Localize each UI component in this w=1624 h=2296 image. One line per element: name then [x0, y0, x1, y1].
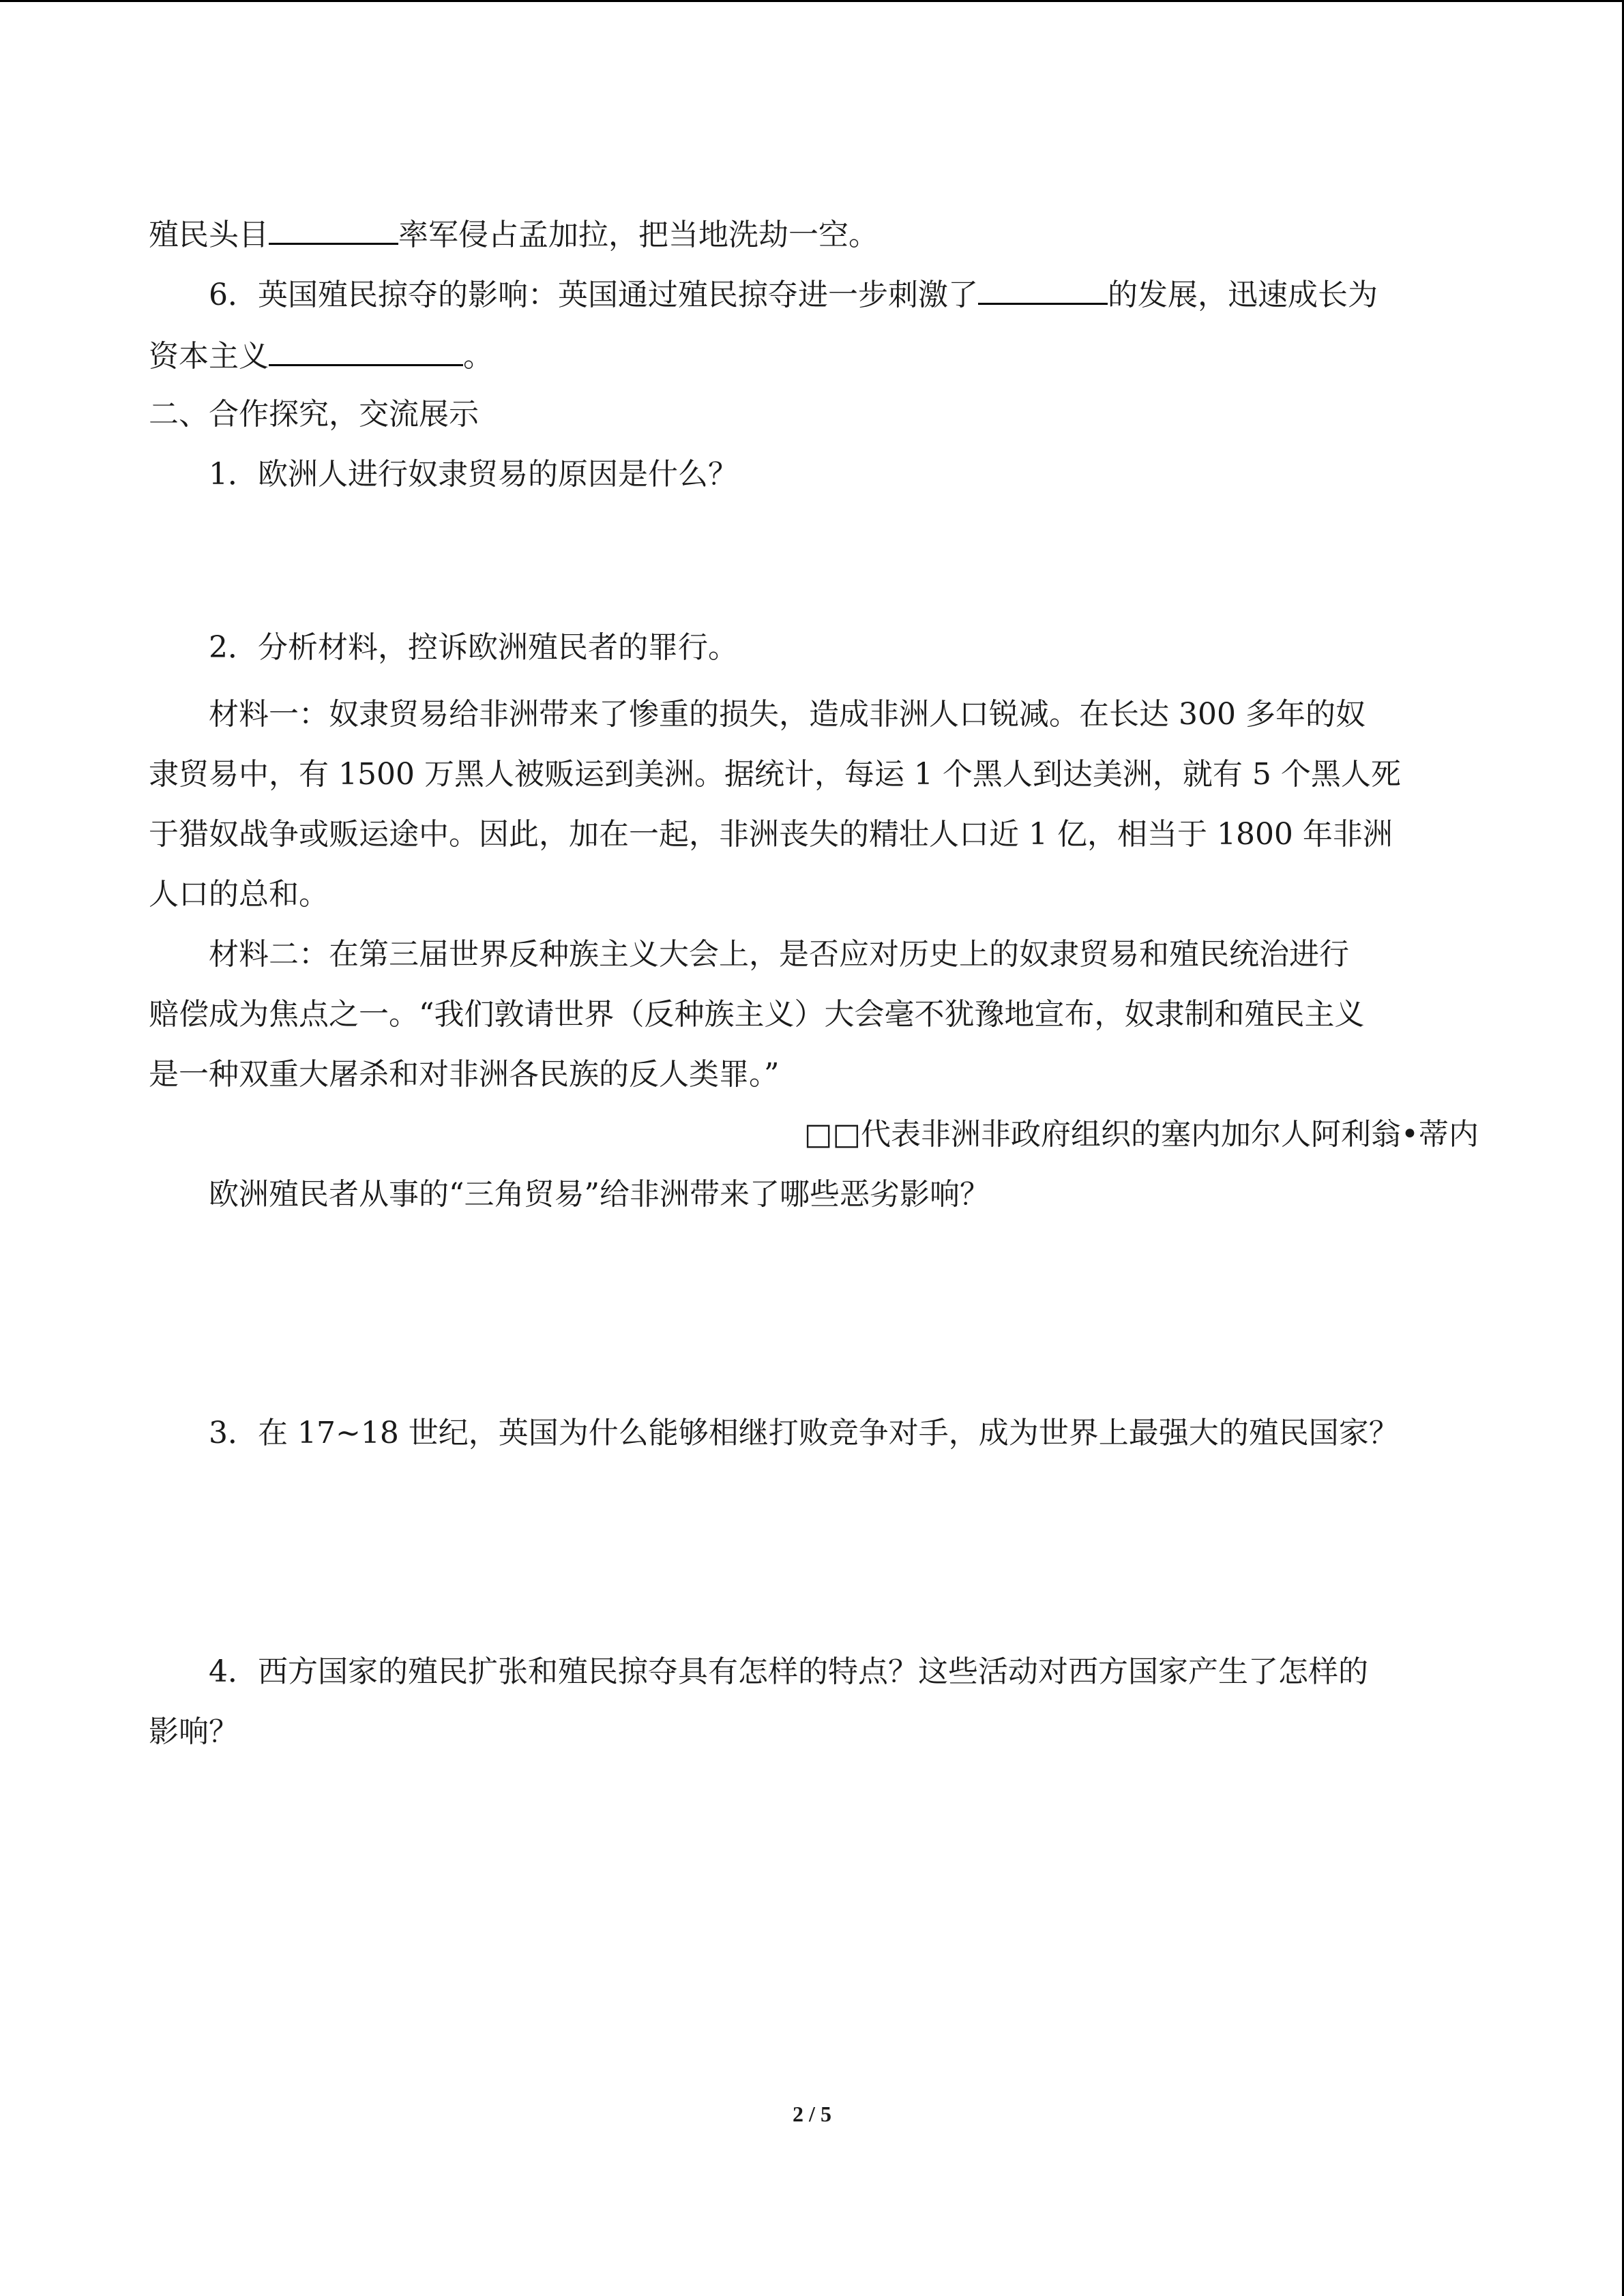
question-2-prompt: 欧洲殖民者从事的“三角贸易”给非洲带来了哪些恶劣影响？: [209, 1177, 990, 1212]
fill-blank[interactable]: [978, 273, 1108, 305]
text-span: 率军侵占孟加拉，把当地洗劫一空。: [398, 218, 879, 252]
text-span: 6．英国殖民掠夺的影响：英国通过殖民掠夺进一步刺激了: [209, 278, 978, 312]
colonial-leader-line: [149, 213, 879, 256]
material-2-line: 赔偿成为焦点之一。“我们敦请世界（反种族主义）大会毫不犹豫地宣布，奴隶制和殖民主义: [149, 997, 1365, 1032]
question-2: 2．分析材料，控诉欧洲殖民者的罪行。: [209, 630, 738, 665]
question-1: 1．欧洲人进行奴隶贸易的原因是什么？: [209, 457, 738, 492]
fill-blank[interactable]: [269, 334, 463, 366]
quote-attribution: □□代表非洲非政府组织的塞内加尔人阿利翁•蒂内: [803, 1117, 1479, 1152]
section-heading: 二、合作探究，交流展示: [149, 397, 479, 432]
question-4-line-1: 4．西方国家的殖民扩张和殖民掠夺具有怎样的特点？这些活动对西方国家产生了怎样的: [209, 1654, 1368, 1689]
item-6-line-1: [209, 273, 1378, 316]
material-1-line: 材料一：奴隶贸易给非洲带来了惨重的损失，造成非洲人口锐减。在长达 300 多年的奴: [209, 697, 1365, 732]
question-3: 3．在 17~18 世纪，英国为什么能够相继打败竞争对手，成为世界上最强大的殖民国家？: [209, 1416, 1399, 1450]
text-span: 殖民头目: [149, 218, 269, 252]
item-6-line-2: [149, 334, 493, 377]
text-span: 资本主义: [149, 339, 269, 374]
page-number: 2 / 5: [793, 2102, 831, 2126]
material-1-line: 于猎奴战争或贩运途中。因此，加在一起，非洲丧失的精壮人口近 1 亿，相当于 1800 年非洲: [149, 817, 1393, 852]
fill-blank[interactable]: [269, 213, 398, 245]
text-span: 的发展，迅速成长为: [1108, 278, 1378, 312]
question-4-line-2: 影响？: [149, 1714, 239, 1749]
text-span: 。: [463, 339, 493, 374]
material-2-line: 材料二：在第三届世界反种族主义大会上，是否应对历史上的奴隶贸易和殖民统治进行: [209, 937, 1349, 972]
material-1-line: 人口的总和。: [149, 877, 329, 912]
material-1-line: 隶贸易中，有 1500 万黑人被贩运到美洲。据统计，每运 1 个黑人到达美洲，就有 5 个黑人死: [149, 757, 1401, 792]
material-2-line: 是一种双重大屠杀和对非洲各民族的反人类罪。”: [149, 1057, 780, 1092]
